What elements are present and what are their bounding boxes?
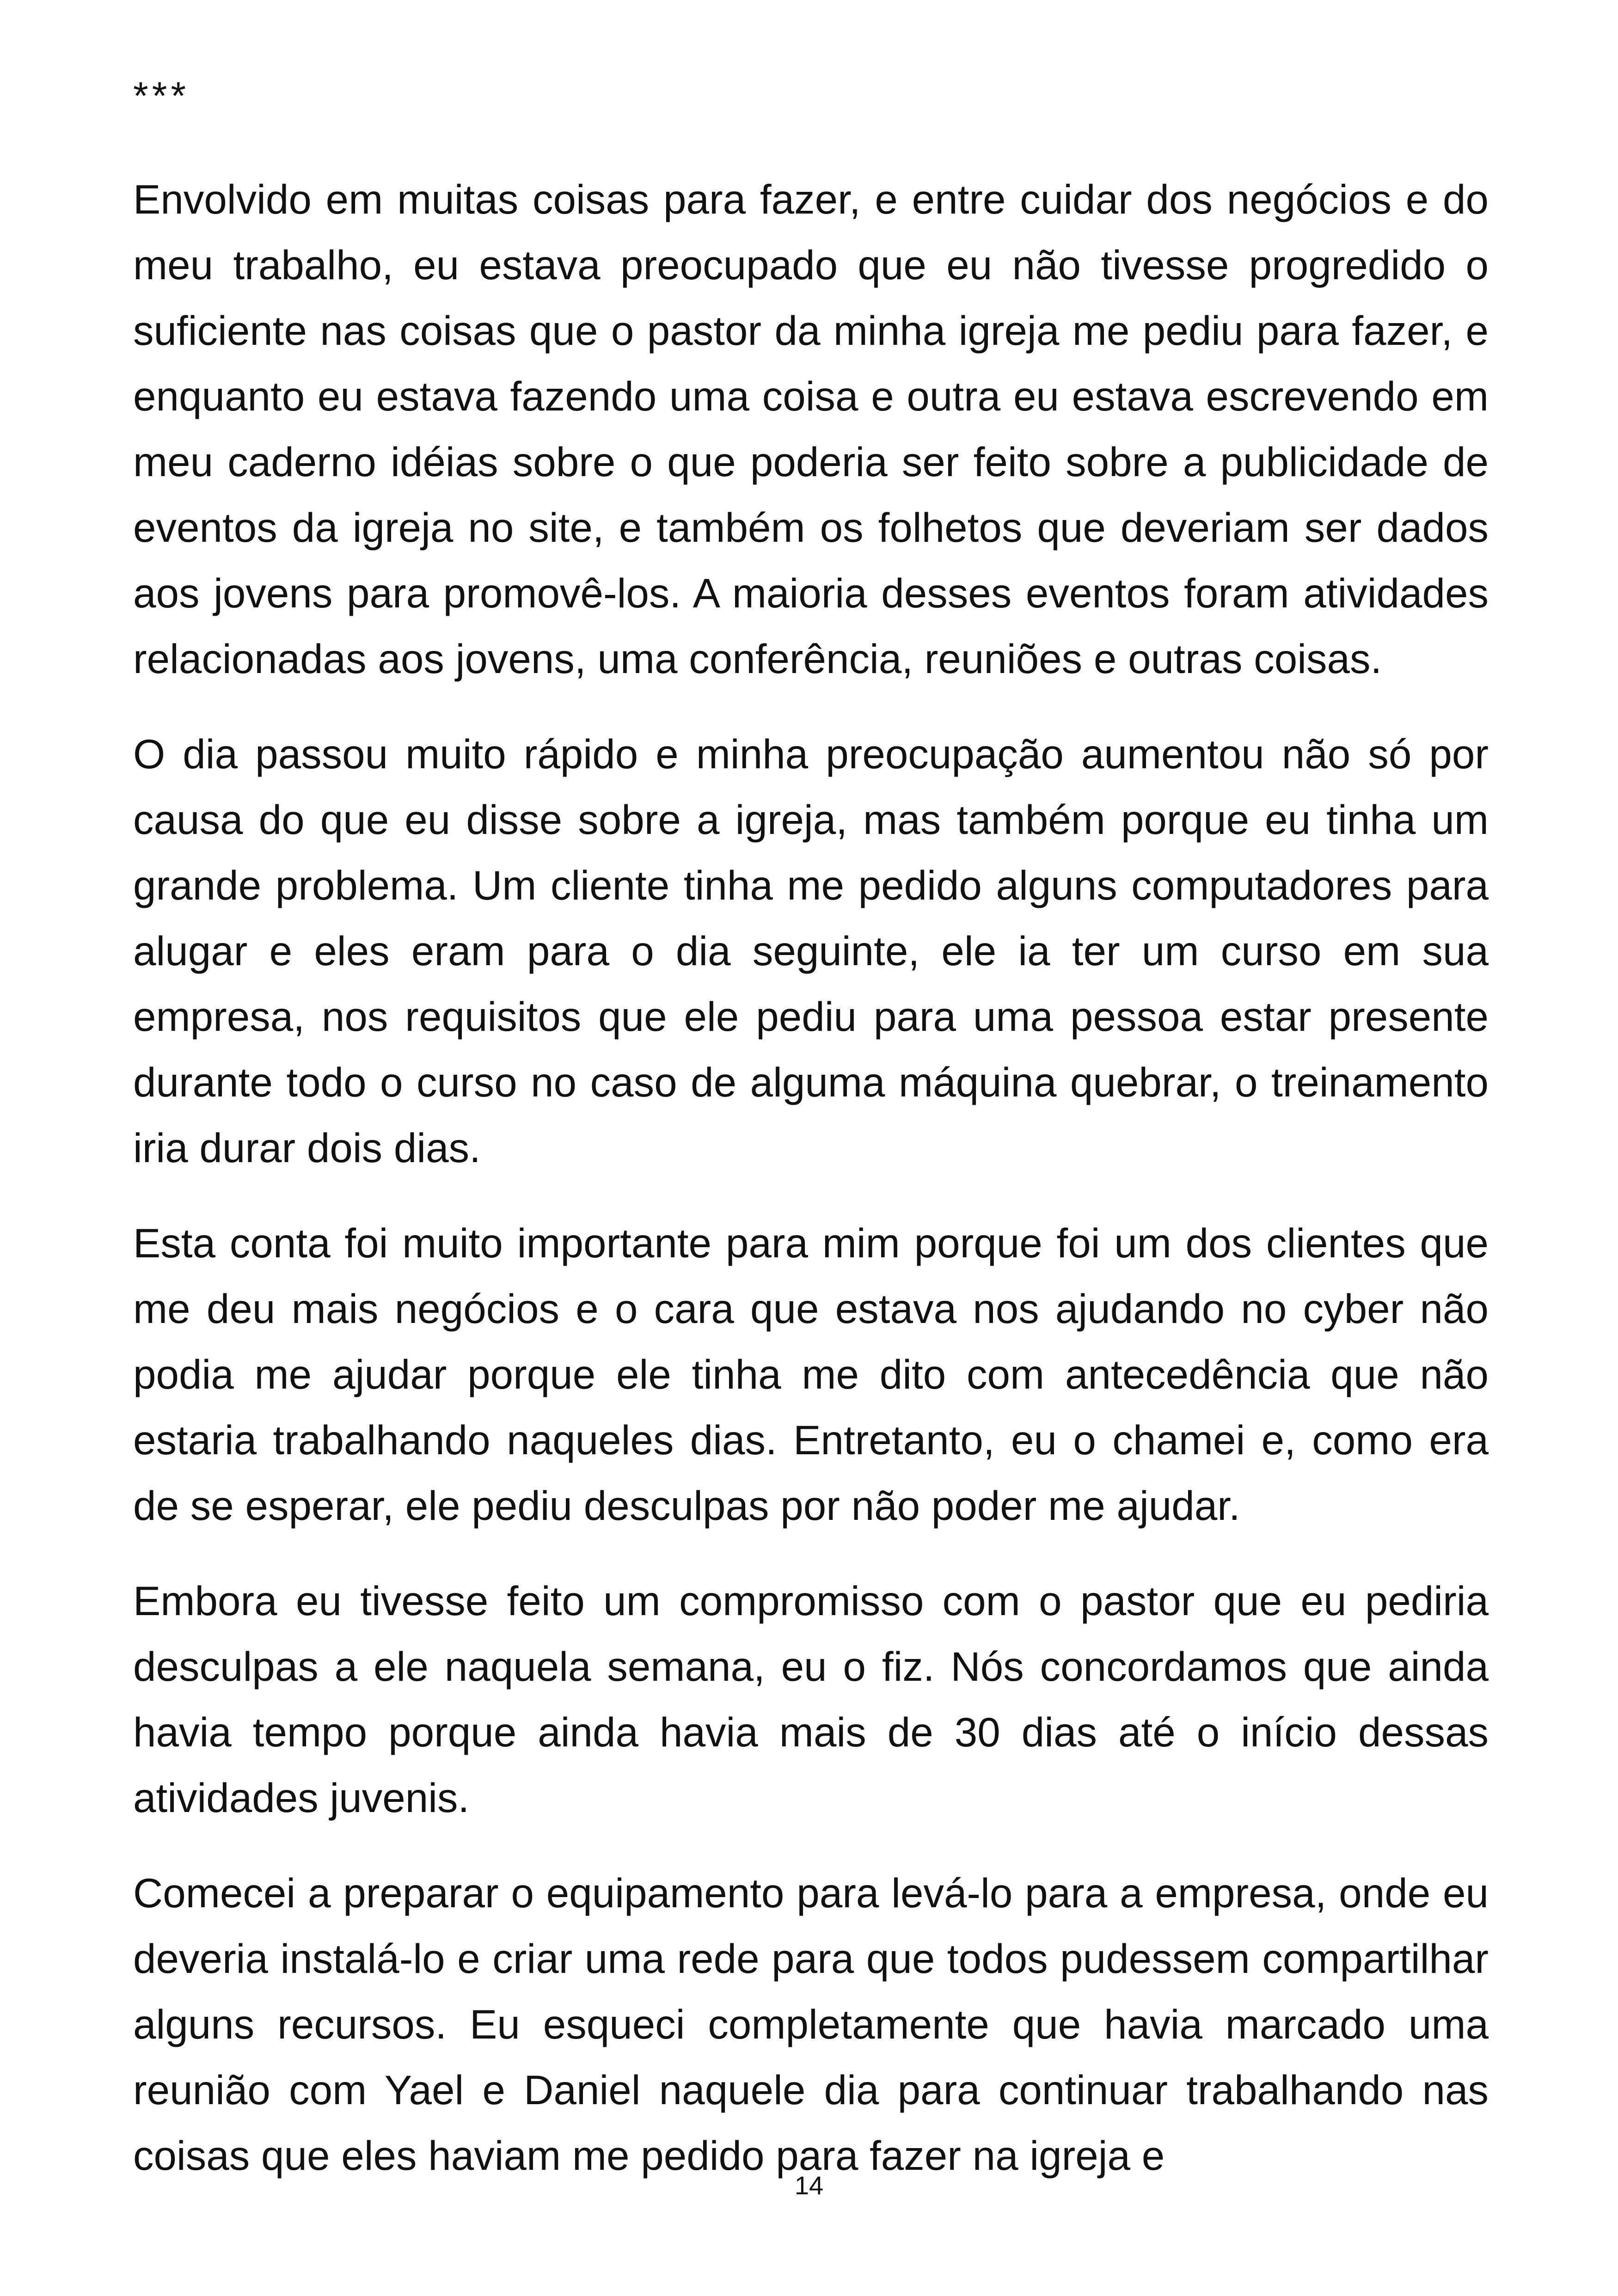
paragraph-3: Esta conta foi muito importante para mim porque foi um dos clientes que me deu mais negócios e o cara que estava nos ajudando no cyber não podia me ajudar porque ele tinha me dito com antecedência que não estaria trabalhando naqueles dias. Entretanto, eu o chamei e, como era de se esperar, ele pediu desculpas por não poder me ajudar. xyxy=(133,1220,1489,1529)
paragraph-1: Envolvido em muitas coisas para fazer, e entre cuidar dos negócios e do meu trabalho, eu estava preocupado que eu não tivesse progredido o suficiente nas coisas que o pastor da minha igreja me pediu para fazer, e enquanto eu estava fazendo uma coisa e outra eu estava escrevendo em meu caderno idéias sobre o que poderia ser feito sobre a publicidade de eventos da igreja no site, e também os folhetos que deveriam ser dados aos jovens para promovê-los. A maioria desses eventos foram atividades relacionadas aos jovens, uma conferência, reuniões e outras coisas. xyxy=(133,176,1489,682)
paragraph-5: Comecei a preparar o equipamento para levá-lo para a empresa, onde eu deveria instalá-lo e criar uma rede para que todos pudessem compartilhar alguns recursos. Eu esqueci completamente que havia marcado uma reunião com Yael e Daniel naquele dia para continuar trabalhando nas coisas que eles haviam me pedido para fazer na igreja e xyxy=(133,1870,1489,2179)
paragraph-2: O dia passou muito rápido e minha preocupação aumentou não só por causa do que eu disse sobre a igreja, mas também porque eu tinha um grande problema. Um cliente tinha me pedido alguns computadores para alugar e eles eram para o dia seguinte, ele ia ter um curso em sua empresa, nos requisitos que ele pediu para uma pessoa estar presente durante todo o curso no caso de alguma máquina quebrar, o treinamento iria durar dois dias. xyxy=(133,731,1489,1171)
body-text xyxy=(133,166,1489,2188)
page-number: 14 xyxy=(794,2171,824,2200)
section-separator: *** xyxy=(133,74,190,117)
paragraph-4: Embora eu tivesse feito um compromisso com o pastor que eu pediria desculpas a ele naquela semana, eu o fiz. Nós concordamos que ainda havia tempo porque ainda havia mais de 30 dias até o início dessas atividades juvenis. xyxy=(133,1578,1489,1821)
